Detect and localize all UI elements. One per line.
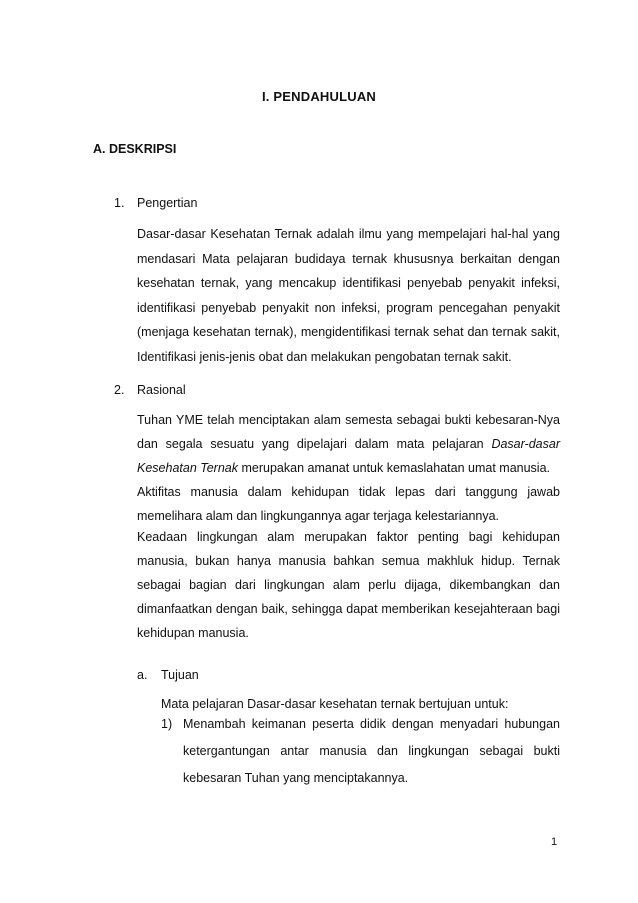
rasional-label: Rasional [137, 383, 186, 397]
pengertian-paragraph: Dasar-dasar Kesehatan Ternak adalah ilmu yang mempelajari hal-hal yang mendasari Mata pelajaran budidaya ternak khususnya berkaitan dengan kesehatan ternak, yang mencakup identifikasi penyebab penyakit infeksi, identifikasi penyebab penyakit non infeksi, program pencegahan penyakit (menjaga kesehatan ternak), mengidentifikasi ternak sehat dan ternak sakit, Identifikasi jenis-jenis obat dan melakukan pengobatan ternak sakit. [137, 227, 560, 364]
list-item-number: 1) [161, 717, 173, 731]
rasional-paragraph-1 [137, 408, 560, 480]
pengertian-label: Pengertian [137, 196, 198, 210]
section-title: A. DESKRIPSI [93, 142, 177, 156]
rasional-heading [114, 383, 186, 397]
rasional-paragraph-3: Keadaan lingkungan alam merupakan faktor penting bagi kehidupan manusia, bukan hanya manusia bahkan semua makhluk hidup. Ternak sebagai bagian dari lingkungan alam perlu dijaga, dikembangkan dan dimanfaatkan dengan baik, sehingga dapat memberikan kesejahteraan bagi kehidupan manusia. [137, 530, 560, 640]
page-number: 1 [551, 836, 558, 848]
rasional-number: 2. [114, 383, 125, 397]
chapter-title: I. PENDAHULUAN [261, 89, 377, 104]
tujuan-heading [137, 668, 199, 682]
rasional-paragraph-1-end: merupakan amanat untuk kemaslahatan umat manusia. [238, 461, 550, 475]
rasional-paragraph-2: Aktifitas manusia dalam kehidupan tidak lepas dari tanggung jawab memelihara alam dan lingkungannya agar terjaga kelestariannya. [137, 485, 560, 523]
list-item-text: Menambah keimanan peserta didik dengan menyadari hubungan ketergantungan antar manusia dan lingkungan sebagai bukti kebesaran Tuhan yang menciptakannya. [183, 717, 560, 785]
list-item [161, 711, 560, 792]
tujuan-letter: a. [137, 668, 148, 682]
tujuan-intro: Mata pelajaran Dasar-dasar kesehatan ternak bertujuan untuk: [161, 697, 509, 711]
subject-name-italic: Dasar-dasar Kesehatan Ternak [137, 437, 560, 475]
tujuan-label: Tujuan [161, 668, 199, 682]
pengertian-heading [114, 196, 197, 210]
pengertian-number: 1. [114, 196, 125, 210]
rasional-paragraph-1-start: Tuhan YME telah menciptakan alam semesta sebagai bukti kebesaran-Nya dan segala sesuatu yang dipelajari dalam mata pelajaran [137, 413, 560, 451]
